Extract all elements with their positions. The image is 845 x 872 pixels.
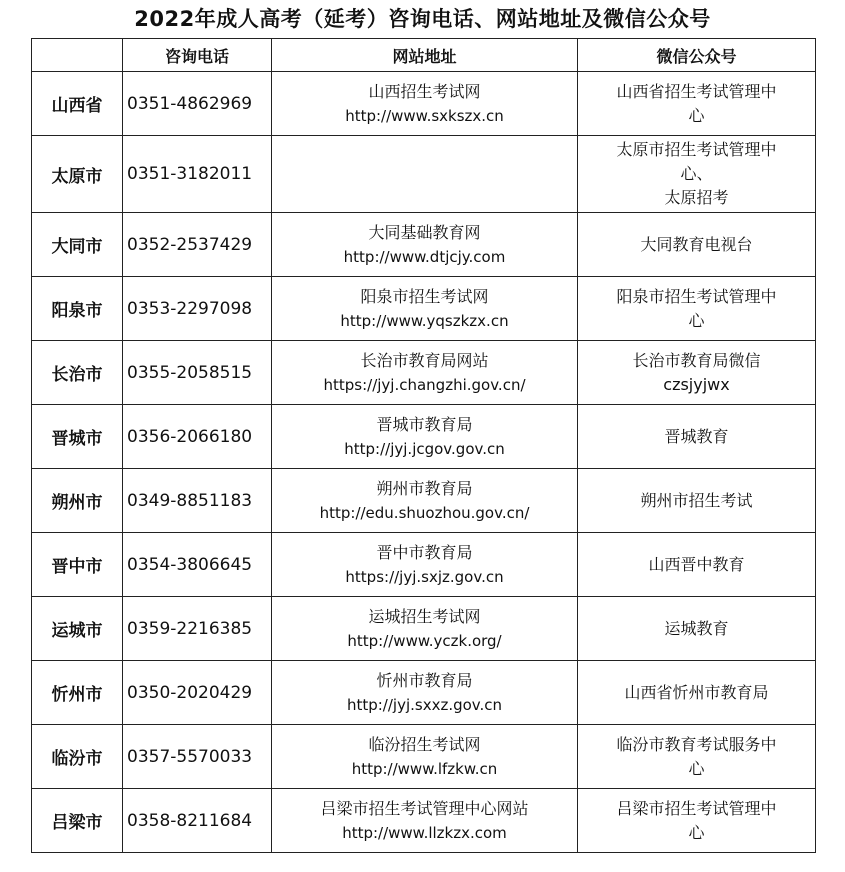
- city-cell: 运城市: [32, 597, 123, 661]
- website-cell: [272, 725, 578, 789]
- wechat-account-line: 心、: [680, 164, 713, 183]
- website-url-link[interactable]: https://jyj.sxjz.gov.cn: [345, 567, 504, 586]
- wechat-account-line: 太原招考: [664, 188, 729, 207]
- website-cell: [272, 533, 578, 597]
- website-cell: [272, 136, 578, 213]
- phone-cell: 0349-8851183: [123, 469, 272, 533]
- wechat-cell: [578, 213, 816, 277]
- website-url-link[interactable]: http://www.yqszkzx.cn: [340, 311, 509, 330]
- table-row: [32, 405, 816, 469]
- website-url-link[interactable]: http://edu.shuozhou.gov.cn/: [319, 503, 530, 522]
- city-cell: 吕梁市: [32, 789, 123, 853]
- phone-cell: 0357-5570033: [123, 725, 272, 789]
- wechat-account-line: 心: [688, 758, 705, 778]
- wechat-cell: [578, 661, 816, 725]
- header-website: 网站地址: [272, 39, 578, 72]
- table-row: [32, 597, 816, 661]
- phone-cell: 0354-3806645: [123, 533, 272, 597]
- wechat-account-line: 运城教育: [664, 618, 729, 638]
- website-cell: [272, 597, 578, 661]
- wechat-account-line: 阳泉市招生考试管理中: [616, 286, 777, 306]
- website-cell: [272, 469, 578, 533]
- header-city: [32, 39, 123, 72]
- table-row: [32, 725, 816, 789]
- website-url-link[interactable]: https://jyj.changzhi.gov.cn/: [323, 375, 526, 394]
- website-name: 临汾招生考试网: [368, 734, 481, 754]
- wechat-account-line: 山西省忻州市教育局: [624, 682, 769, 702]
- website-name: 长治市教育局网站: [360, 350, 489, 370]
- website-name: 朔州市教育局: [376, 478, 473, 498]
- website-name: 山西招生考试网: [368, 81, 481, 101]
- website-url-link[interactable]: http://jyj.jcgov.gov.cn: [344, 439, 505, 458]
- phone-cell: 0353-2297098: [123, 277, 272, 341]
- wechat-cell: [578, 597, 816, 661]
- phone-cell: 0355-2058515: [123, 341, 272, 405]
- website-url-link[interactable]: http://www.yczk.org/: [347, 631, 502, 650]
- wechat-account-line: 大同教育电视台: [640, 234, 753, 254]
- phone-cell: 0350-2020429: [123, 661, 272, 725]
- website-name: 大同基础教育网: [368, 222, 481, 242]
- city-cell: 忻州市: [32, 661, 123, 725]
- wechat-account-line: 临汾市教育考试服务中: [616, 734, 777, 754]
- website-cell: [272, 789, 578, 853]
- website-cell: [272, 341, 578, 405]
- wechat-cell: [578, 789, 816, 853]
- phone-cell: 0351-4862969: [123, 72, 272, 136]
- table-row: [32, 789, 816, 853]
- wechat-cell: [578, 469, 816, 533]
- wechat-account-line: 山西省招生考试管理中: [616, 81, 777, 101]
- website-url-link[interactable]: http://www.llzkzx.com: [342, 823, 507, 842]
- wechat-account-line: 心: [688, 822, 705, 842]
- website-name: 晋中市教育局: [376, 542, 473, 562]
- website-url-link[interactable]: http://www.sxkszx.cn: [345, 106, 504, 125]
- wechat-cell: [578, 405, 816, 469]
- table-row: [32, 469, 816, 533]
- wechat-cell: [578, 341, 816, 405]
- wechat-account-line: 心: [688, 310, 705, 330]
- website-cell: [272, 277, 578, 341]
- city-cell: 太原市: [32, 136, 123, 213]
- website-cell: [272, 661, 578, 725]
- table-row: [32, 213, 816, 277]
- wechat-cell: [578, 533, 816, 597]
- wechat-account-line: 山西晋中教育: [648, 554, 745, 574]
- website-cell: [272, 72, 578, 136]
- table-row: [32, 136, 816, 213]
- wechat-account-line: 太原市招生考试管理中: [616, 140, 777, 159]
- wechat-cell: [578, 72, 816, 136]
- table-body: [32, 72, 816, 853]
- website-url-link[interactable]: http://www.lfzkw.cn: [351, 759, 498, 778]
- website-url-link[interactable]: http://www.dtjcjy.com: [343, 247, 506, 266]
- contact-table: [31, 38, 816, 853]
- table-header-row: [32, 39, 816, 72]
- phone-cell: 0351-3182011: [123, 136, 272, 213]
- city-cell: 朔州市: [32, 469, 123, 533]
- phone-cell: 0359-2216385: [123, 597, 272, 661]
- wechat-account-line: czsjyjwx: [663, 374, 730, 394]
- city-cell: 山西省: [32, 72, 123, 136]
- city-cell: 大同市: [32, 213, 123, 277]
- header-phone: 咨询电话: [123, 39, 272, 72]
- wechat-account-line: 长治市教育局微信: [632, 350, 761, 370]
- city-cell: 晋中市: [32, 533, 123, 597]
- wechat-account-line: 心: [688, 105, 705, 125]
- phone-cell: 0358-8211684: [123, 789, 272, 853]
- phone-cell: 0352-2537429: [123, 213, 272, 277]
- wechat-account-line: 朔州市招生考试: [640, 490, 753, 510]
- website-url-link[interactable]: http://jyj.sxxz.gov.cn: [346, 695, 503, 714]
- website-cell: [272, 405, 578, 469]
- city-cell: 阳泉市: [32, 277, 123, 341]
- website-cell: [272, 213, 578, 277]
- wechat-cell: [578, 277, 816, 341]
- table-row: [32, 72, 816, 136]
- website-name: 运城招生考试网: [368, 606, 481, 626]
- wechat-cell: [578, 136, 816, 213]
- table-row: [32, 533, 816, 597]
- phone-cell: 0356-2066180: [123, 405, 272, 469]
- website-name: 晋城市教育局: [376, 414, 473, 434]
- page-title: 2022年成人高考（延考）咨询电话、网站地址及微信公众号: [134, 7, 711, 31]
- city-cell: 晋城市: [32, 405, 123, 469]
- website-name: 吕梁市招生考试管理中心网站: [320, 798, 529, 818]
- wechat-account-line: 吕梁市招生考试管理中: [616, 798, 777, 818]
- city-cell: 长治市: [32, 341, 123, 405]
- website-name: 阳泉市招生考试网: [360, 286, 489, 306]
- city-cell: 临汾市: [32, 725, 123, 789]
- website-name: 忻州市教育局: [376, 670, 473, 690]
- table-row: [32, 341, 816, 405]
- table-row: [32, 661, 816, 725]
- wechat-cell: [578, 725, 816, 789]
- table-row: [32, 277, 816, 341]
- header-wechat: 微信公众号: [578, 39, 816, 72]
- wechat-account-line: 晋城教育: [664, 426, 729, 446]
